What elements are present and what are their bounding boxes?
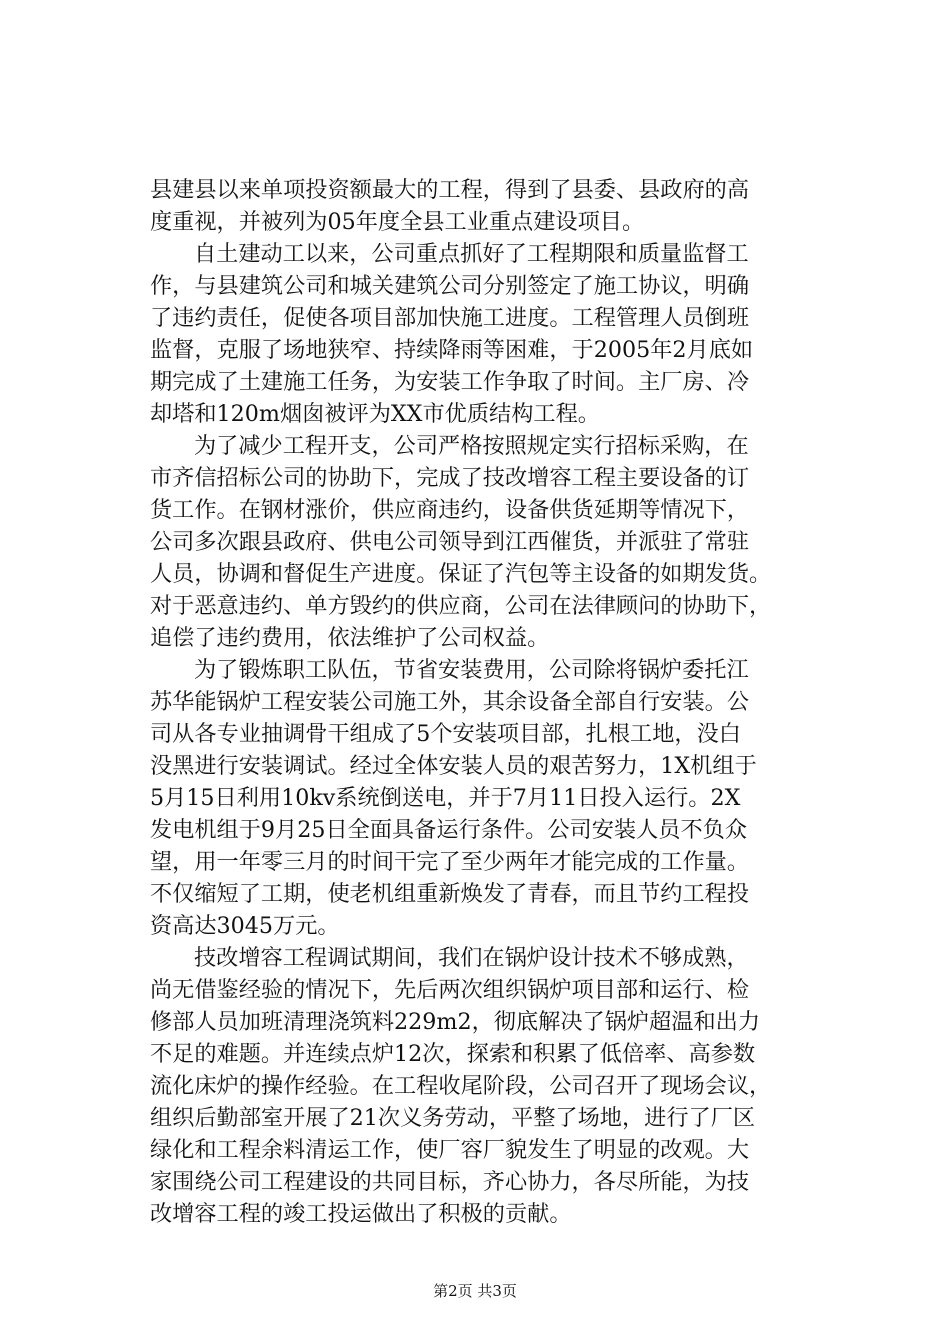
text-line: 家围绕公司工程建设的共同目标，齐心协力，各尽所能，为技 bbox=[150, 1169, 750, 1195]
page-number-footer: 第2页 共3页 bbox=[433, 1282, 517, 1300]
text-line: 人员，协调和督促生产进度。保证了汽包等主设备的如期发货。 bbox=[150, 561, 772, 587]
text-line: 作，与县建筑公司和城关建筑公司分别签定了施工协议，明确 bbox=[150, 273, 750, 299]
paragraph-start-line: 技改增容工程调试期间，我们在锅炉设计技术不够成熟， bbox=[194, 945, 749, 971]
text-line: 望，用一年零三月的时间干完了至少两年才能完成的工作量。 bbox=[150, 849, 750, 875]
text-line: 不足的难题。并连续点炉12次，探索和积累了低倍率、高参数 bbox=[150, 1041, 756, 1067]
paragraph-start-line: 为了减少工程开支，公司严格按照规定实行招标采购，在 bbox=[194, 433, 749, 459]
text-line: 期完成了土建施工任务，为安装工作争取了时间。主厂房、冷 bbox=[150, 369, 750, 395]
text-line: 货工作。在钢材涨价，供应商违约，设备供货延期等情况下， bbox=[150, 497, 750, 523]
text-line: 资高达3045万元。 bbox=[150, 913, 340, 939]
text-line: 不仅缩短了工期，使老机组重新焕发了青春，而且节约工程投 bbox=[150, 881, 750, 907]
text-line: 监督，克服了场地狭窄、持续降雨等困难，于2005年2月底如 bbox=[150, 337, 754, 363]
body-text bbox=[150, 174, 810, 1230]
text-line: 却塔和120m烟囱被评为XX市优质结构工程。 bbox=[150, 401, 600, 427]
text-line: 司从各专业抽调骨干组成了5个安装项目部，扎根工地，没白 bbox=[150, 721, 741, 747]
text-line: 没黑进行安装调试。经过全体安装人员的艰苦努力，1X机组于 bbox=[150, 753, 757, 779]
text-line: 公司多次跟县政府、供电公司领导到江西催货，并派驻了常驻 bbox=[150, 529, 750, 555]
text-line: 5月15日利用10kv系统倒送电，并于7月11日投入运行。2X bbox=[150, 785, 741, 811]
text-line: 发电机组于9月25日全面具备运行条件。公司安装人员不负众 bbox=[150, 817, 748, 843]
text-line: 修部人员加班清理浇筑料229m2，彻底解决了锅炉超温和出力 bbox=[150, 1009, 761, 1035]
text-line: 县建县以来单项投资额最大的工程，得到了县委、县政府的高 bbox=[150, 177, 750, 203]
text-line: 改增容工程的竣工投运做出了积极的贡献。 bbox=[150, 1201, 572, 1227]
paragraph-start-line: 为了锻炼职工队伍，节省安装费用，公司除将锅炉委托江 bbox=[194, 657, 749, 683]
text-line: 度重视，并被列为05年度全县工业重点建设项目。 bbox=[150, 209, 645, 235]
text-line: 尚无借鉴经验的情况下，先后两次组织锅炉项目部和运行、检 bbox=[150, 977, 750, 1003]
text-line: 市齐信招标公司的协助下，完成了技改增容工程主要设备的订 bbox=[150, 465, 750, 491]
text-line: 绿化和工程余料清运工作，使厂容厂貌发生了明显的改观。大 bbox=[150, 1137, 750, 1163]
text-line: 流化床炉的操作经验。在工程收尾阶段，公司召开了现场会议， bbox=[150, 1073, 772, 1099]
text-line: 对于恶意违约、单方毁约的供应商，公司在法律顾问的协助下， bbox=[150, 593, 772, 619]
text-line: 了违约责任，促使各项目部加快施工进度。工程管理人员倒班 bbox=[150, 305, 750, 331]
text-line: 苏华能锅炉工程安装公司施工外，其余设备全部自行安装。公 bbox=[150, 689, 750, 715]
text-line: 组织后勤部室开展了21次义务劳动，平整了场地，进行了厂区 bbox=[150, 1105, 756, 1131]
text-line: 追偿了违约费用，依法维护了公司权益。 bbox=[150, 625, 550, 651]
paragraph-start-line: 自土建动工以来，公司重点抓好了工程期限和质量监督工 bbox=[194, 241, 749, 267]
